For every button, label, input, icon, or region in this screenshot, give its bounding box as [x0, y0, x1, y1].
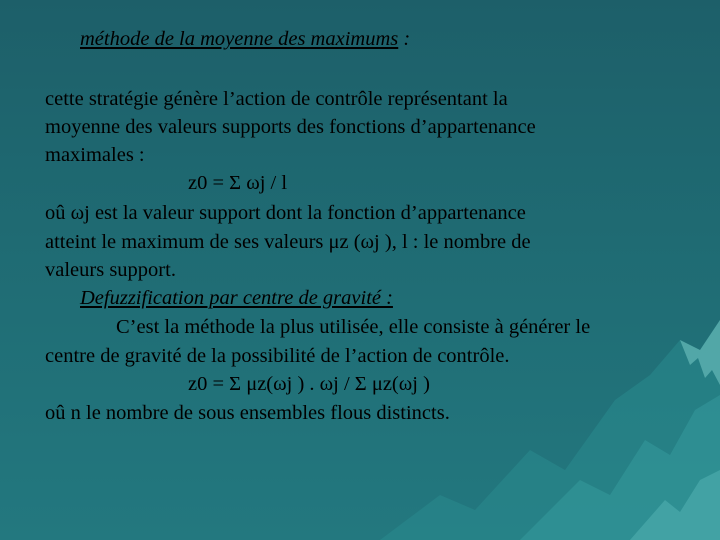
body-line: oû ωj est la valeur support dont la fonction d’appartenance: [45, 202, 526, 224]
section-subtitle: Defuzzification par centre de gravité :: [80, 287, 393, 309]
body-line: oû n le nombre de sous ensembles flous distincts.: [45, 402, 450, 424]
body-line: C’est la méthode la plus utilisée, elle consiste à générer le: [116, 316, 591, 338]
section-title-text: méthode de la moyenne des maximums: [80, 28, 399, 50]
formula-centroid: z0 = Σ μz(ωj ) . ωj / Σ μz(ωj ): [188, 373, 430, 395]
section-title-colon: :: [398, 28, 411, 50]
body-line: centre de gravité de la possibilité de l’action de contrôle.: [45, 345, 510, 367]
section-title: [80, 25, 410, 53]
body-line: cette stratégie génère l’action de contrôle représentant la: [45, 88, 508, 110]
formula-mean-of-maxima: z0 = Σ ωj / l: [188, 172, 288, 194]
body-line: atteint le maximum de ses valeurs μz (ωj ), l : le nombre de: [45, 231, 531, 253]
body-line: maximales :: [45, 144, 145, 166]
body-line: valeurs support.: [45, 259, 176, 281]
body-line: moyenne des valeurs supports des fonctions d’appartenance: [45, 116, 536, 138]
